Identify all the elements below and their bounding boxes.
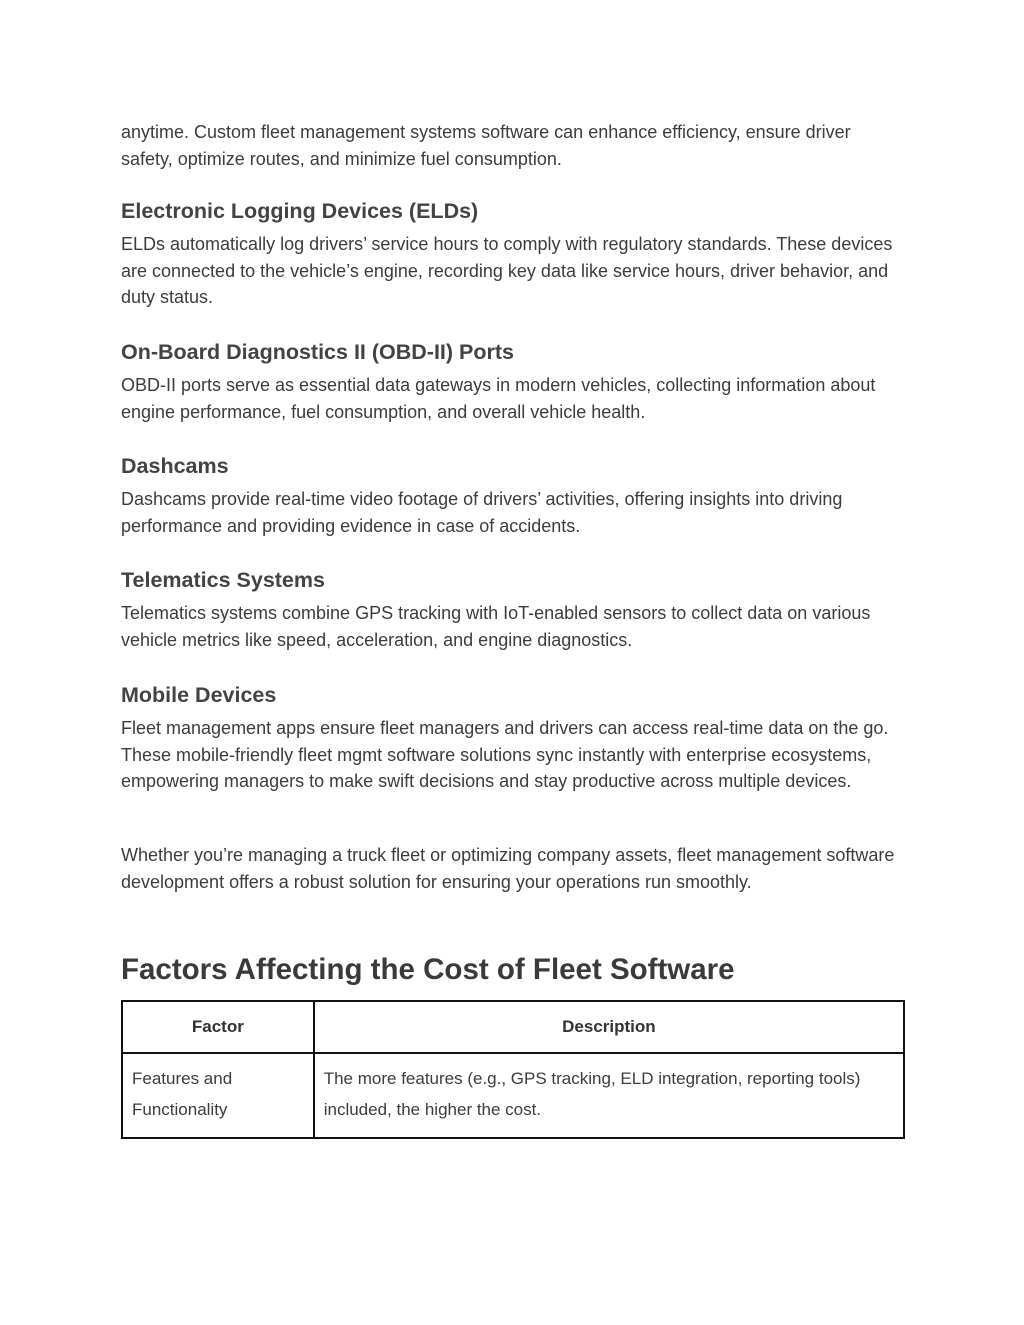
section-heading: Mobile Devices [121, 683, 277, 707]
section-dashcams [121, 452, 905, 539]
section-body: Telematics systems combine GPS tracking with IoT-enabled sensors to collect data on various vehicle metrics like speed, acceleration, and engine diagnostics. [121, 603, 871, 650]
table-cell-description: The more features (e.g., GPS tracking, ELD integration, reporting tools) included, the higher the cost. [314, 1053, 904, 1138]
column-header-description: Description [314, 1001, 904, 1053]
closing-paragraph: Whether you’re managing a truck fleet or optimizing company assets, fleet management software development offers a robust solution for ensuring your operations run smoothly. [121, 845, 895, 892]
section-body: Dashcams provide real-time video footage of drivers’ activities, offering insights into driving performance and providing evidence in case of accidents. [121, 489, 843, 536]
section-body: OBD-II ports serve as essential data gateways in modern vehicles, collecting information about engine performance, fuel consumption, and overall vehicle health. [121, 375, 876, 422]
table-header-row [122, 1001, 904, 1053]
section-heading: Telematics Systems [121, 568, 325, 592]
section-heading: Dashcams [121, 454, 229, 478]
section-mobile-devices [121, 681, 905, 795]
intro-paragraph: anytime. Custom fleet management systems software can enhance efficiency, ensure driver safety, optimize routes, and minimize fuel consumption. [121, 122, 851, 169]
section-heading: On-Board Diagnostics II (OBD-II) Ports [121, 340, 514, 364]
section-body: ELDs automatically log drivers’ service hours to comply with regulatory standards. These devices are connected to the vehicle’s engine, recording key data like service hours, driver behavior, and duty status. [121, 234, 893, 308]
table-cell-factor: Features and Functionality [122, 1053, 314, 1138]
section-obd-ii [121, 338, 905, 425]
section-telematics [121, 566, 905, 653]
cost-section-heading: Factors Affecting the Cost of Fleet Software [121, 953, 735, 986]
table-row [122, 1053, 904, 1138]
section-heading: Electronic Logging Devices (ELDs) [121, 199, 479, 223]
section-body: Fleet management apps ensure fleet managers and drivers can access real-time data on the go. These mobile-friendly fleet mgmt software solutions sync instantly with enterprise ecosystems, empowering managers to make swift decisions and stay productive across multiple devices. [121, 718, 889, 792]
section-elds [121, 197, 905, 311]
cost-factors-table [121, 1000, 905, 1139]
column-header-factor: Factor [122, 1001, 314, 1053]
